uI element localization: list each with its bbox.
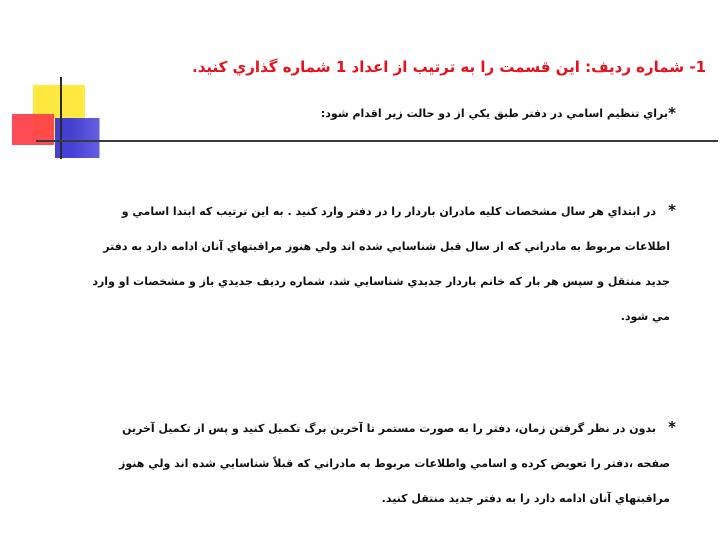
paragraph-line: صفحه ،دفتر را تعويض كرده و اسامي واطلاعات مربوط به مادراني كه قبلاً شناسايي شده اند ولي هنوز bbox=[119, 457, 670, 470]
subtitle-bullet: * bbox=[668, 104, 676, 122]
logo-blue-gradient bbox=[70, 118, 100, 158]
logo-vertical-line bbox=[60, 77, 62, 159]
paragraph-line: جديد منتقل و سپس هر بار كه خانم باردار جديدي شناسايي شد، شماره رديف جديدي باز و مشخصات او وارد bbox=[92, 275, 670, 288]
paragraph-2 bbox=[70, 420, 670, 525]
paragraph-line: اطلاعات مربوط به مادراني كه از سال قبل شناسايي شده اند ولي هنوز مراقبتهاي آنان ادامه دارد به دفتر bbox=[103, 240, 670, 253]
paragraph-line: بدون در نظر گرفتن زمان، دفتر را به صورت مستمر تا آخرين برگ تكميل كنيد و پس از تكميل آخرين bbox=[122, 422, 656, 435]
paragraph-line: مراقبتهاي آنان ادامه دارد را به دفتر جديد منتقل كنيد. bbox=[381, 492, 670, 505]
paragraph-line: مي شود. bbox=[620, 310, 670, 323]
subtitle-text: براي تنظيم اسامي در دفتر طبق يكي از دو حالت زير اقدام شود: bbox=[320, 107, 668, 120]
paragraph-line: در ابتداي هر سال مشخصات كليه مادران باردار را در دفتر وارد كنيد . به اين ترتيب كه ابتدا اسامي و bbox=[121, 205, 656, 218]
paragraph-2-bullet: * bbox=[668, 418, 676, 436]
paragraph-1-bullet: * bbox=[668, 201, 676, 219]
title-divider-line bbox=[36, 140, 718, 142]
slide-title: 1- شماره رديف: اين قسمت را به ترتيب از اعداد 1 شماره گذاري كنيد. bbox=[192, 58, 706, 76]
paragraph-1 bbox=[70, 203, 670, 343]
